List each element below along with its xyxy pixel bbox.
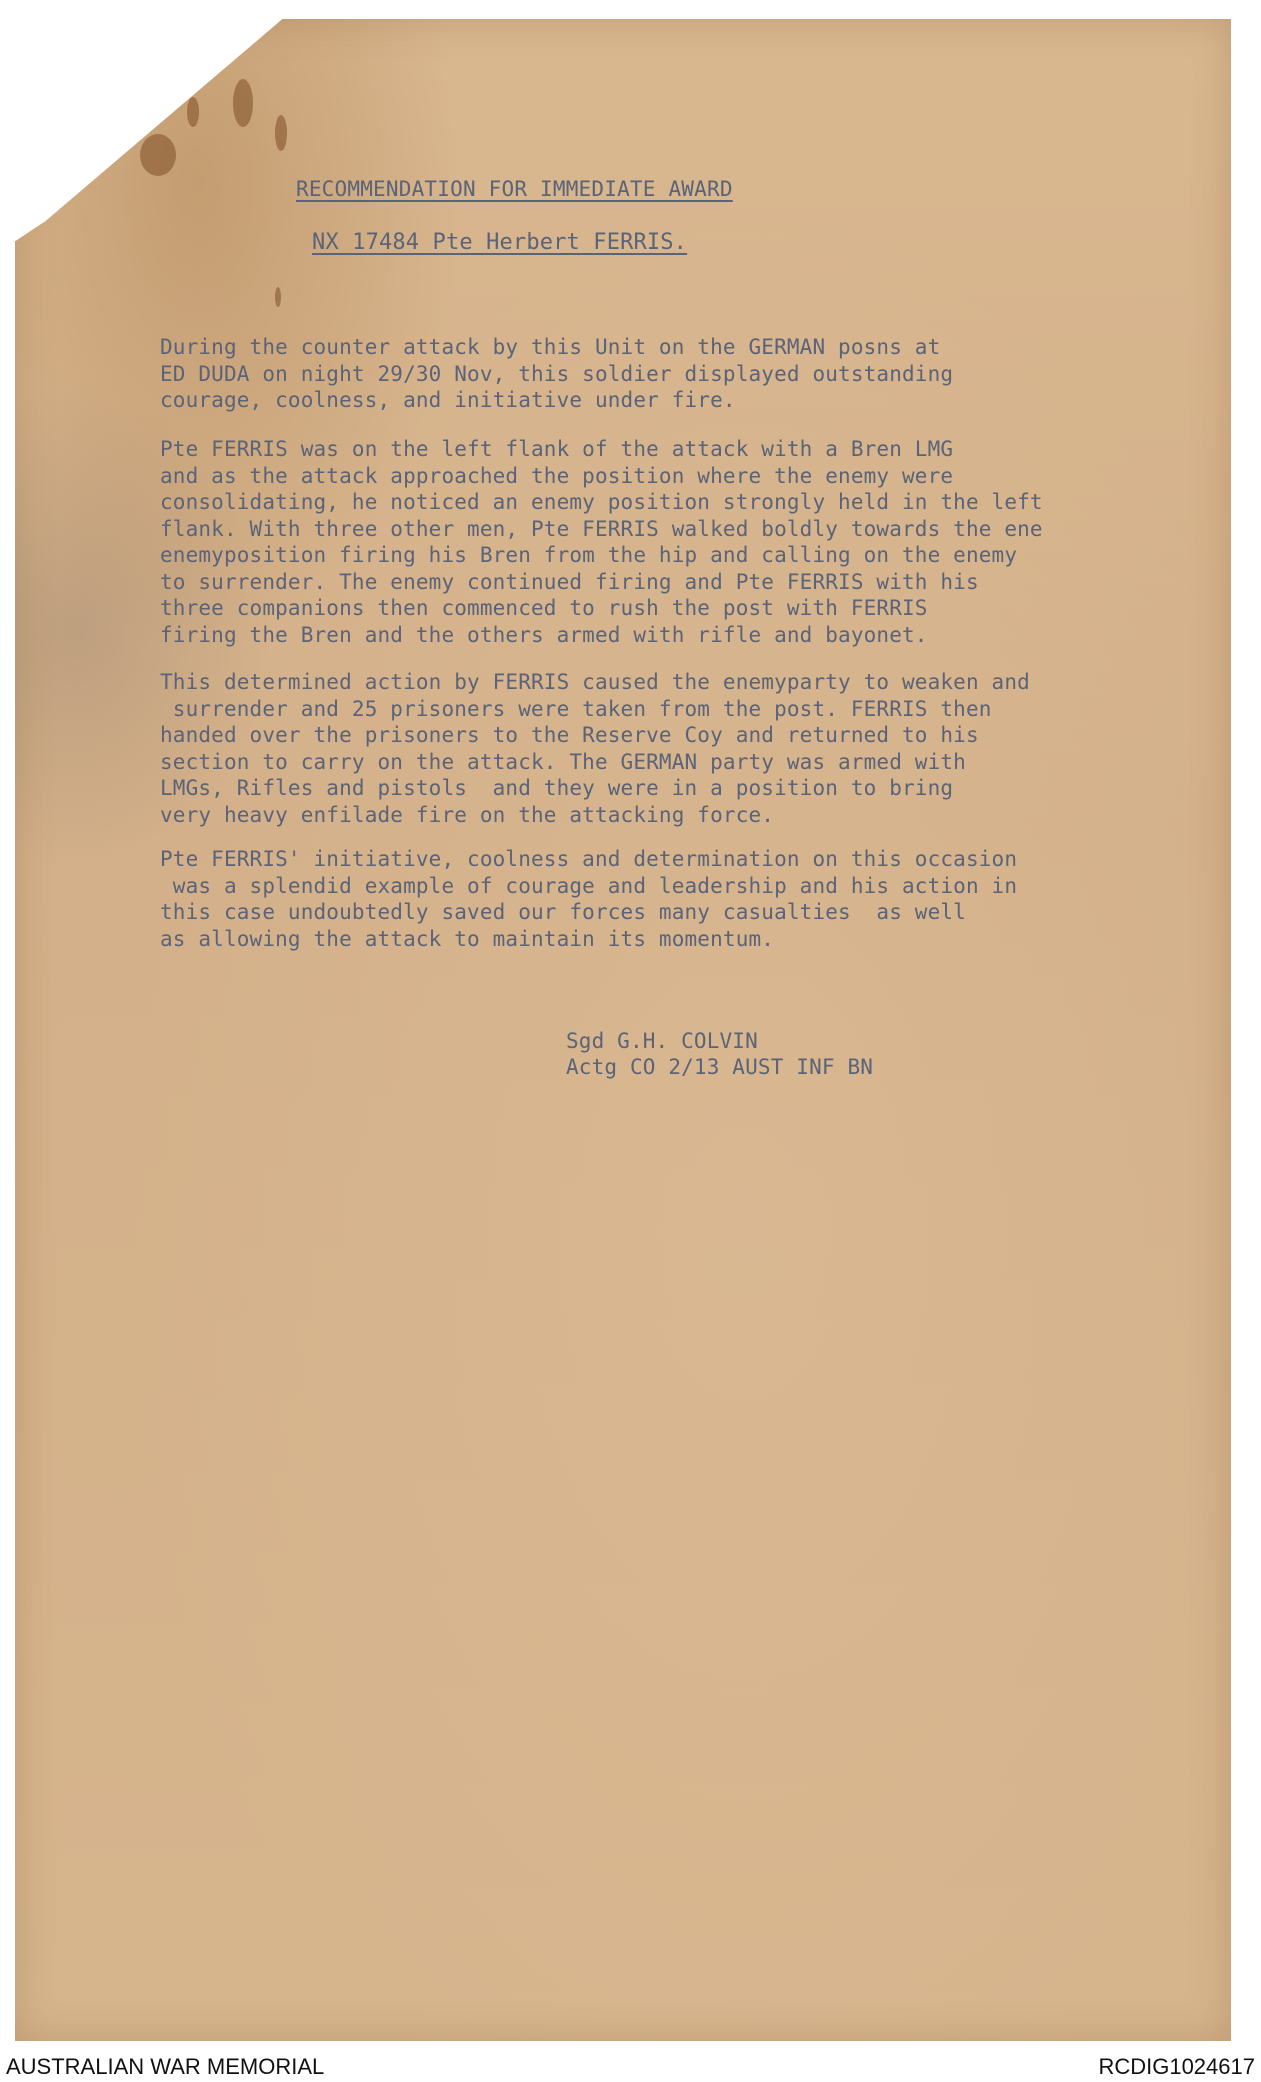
footer-bar [0,2048,1261,2082]
body-paragraph: During the counter attack by this Unit on the GERMAN posns at ED DUDA on night 29/30 Nov, this soldier displayed outstanding courage, coolness, and initiative under fire. [160,335,954,412]
stain-mark [275,115,287,151]
signature-name: Sgd G.H. COLVIN [566,1029,758,1053]
footer-institution: AUSTRALIAN WAR MEMORIAL [6,2054,325,2079]
footer-record-id: RCDIG1024617 [1098,2054,1255,2079]
body-paragraph: Pte FERRIS was on the left flank of the attack with a Bren LMG and as the attack approached the position where the enemy were consolidating, he noticed an enemy position strongly held in the left flank. With three other men, Pte FERRIS walked boldly towards the ene enemyposition firing his Bren from the hip and calling on the enemy to surrender. The enemy continued firing and Pte FERRIS with his three companions then commenced to rush the post with FERRIS firing the Bren and the others armed with rifle and bayonet. [160,437,1043,647]
body-paragraph: Pte FERRIS' initiative, coolness and determination on this occasion was a splendid example of courage and leadership and his action in this case undoubtedly saved our forces many casualties as well as allowing the attack to maintain its momentum. [160,847,1018,951]
signature-rank: Actg CO 2/13 AUST INF BN [566,1055,874,1079]
stain-mark [233,79,253,127]
document-subtitle: NX 17484 Pte Herbert FERRIS. [312,230,688,255]
stain-mark [275,287,281,307]
stain-mark [140,134,176,176]
document-title: RECOMMENDATION FOR IMMEDIATE AWARD [296,177,733,201]
body-paragraph: This determined action by FERRIS caused the enemyparty to weaken and surrender and 25 prisoners were taken from the post. FERRIS then handed over the prisoners to the Reserve Coy and returned to his section to carry on the attack. The GERMAN party was armed with LMGs, Rifles and pistols and they were in a position to bring very heavy enfilade fire on the attacking force. [160,670,1030,827]
stain-mark [187,97,199,127]
